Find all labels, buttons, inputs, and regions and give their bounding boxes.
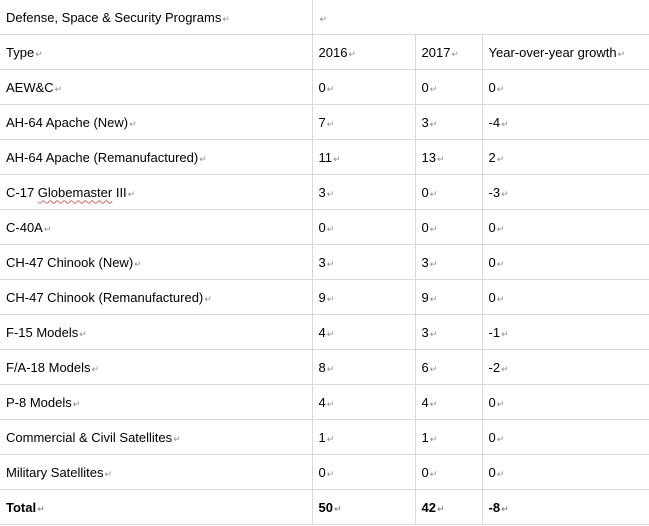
value-2016-cell[interactable]: 0↵ [312, 70, 415, 105]
paragraph-mark-icon: ↵ [79, 328, 87, 339]
table-row [0, 385, 649, 420]
paragraph-mark-icon: ↵ [326, 433, 335, 444]
paragraph-mark-icon: ↵ [199, 153, 207, 164]
paragraph-mark-icon: ↵ [326, 118, 335, 129]
paragraph-mark-icon: ↵ [333, 153, 341, 164]
growth-cell[interactable]: 0↵ [482, 455, 649, 490]
header-cell-2016[interactable]: 2016↵ [312, 35, 415, 70]
paragraph-mark-icon: ↵ [429, 258, 438, 269]
paragraph-mark-icon: ↵ [204, 293, 212, 304]
paragraph-mark-icon: ↵ [348, 48, 356, 59]
growth-cell[interactable]: 2↵ [482, 140, 649, 175]
table-title: Defense, Space & Security Programs [6, 9, 222, 25]
spellcheck-flagged-word[interactable]: Globemaster [37, 184, 113, 200]
paragraph-mark-icon: ↵ [326, 258, 335, 269]
paragraph-mark-icon: ↵ [129, 118, 137, 129]
paragraph-mark-icon: ↵ [496, 83, 505, 94]
total-2017-cell[interactable]: 42↵ [415, 490, 482, 525]
type-cell[interactable]: AH-64 Apache (New)↵ [0, 105, 312, 140]
paragraph-mark-icon: ↵ [429, 468, 438, 479]
total-row [0, 490, 649, 525]
paragraph-mark-icon: ↵ [501, 363, 509, 374]
paragraph-mark-icon: ↵ [326, 83, 335, 94]
value-2016-cell[interactable]: 4↵ [312, 385, 415, 420]
paragraph-mark-icon: ↵ [326, 468, 335, 479]
title-row [0, 0, 649, 35]
header-cell-growth[interactable]: Year-over-year growth↵ [482, 35, 649, 70]
growth-cell[interactable]: 0↵ [482, 385, 649, 420]
growth-cell[interactable]: 0↵ [482, 280, 649, 315]
growth-cell[interactable]: -1↵ [482, 315, 649, 350]
table-row [0, 245, 649, 280]
value-2016-cell[interactable]: 4↵ [312, 315, 415, 350]
paragraph-mark-icon: ↵ [35, 48, 43, 59]
growth-cell[interactable]: -3↵ [482, 175, 649, 210]
paragraph-mark-icon: ↵ [429, 433, 438, 444]
value-2017-cell[interactable]: 4↵ [415, 385, 482, 420]
growth-cell[interactable]: 0↵ [482, 70, 649, 105]
table-row [0, 105, 649, 140]
paragraph-mark-icon: ↵ [326, 188, 335, 199]
value-2016-cell[interactable]: 0↵ [312, 455, 415, 490]
value-2017-cell[interactable]: 0↵ [415, 70, 482, 105]
table-row [0, 210, 649, 245]
type-cell[interactable]: CH-47 Chinook (New)↵ [0, 245, 312, 280]
paragraph-mark-icon: ↵ [496, 153, 505, 164]
type-cell[interactable]: Military Satellites↵ [0, 455, 312, 490]
paragraph-mark-icon: ↵ [429, 398, 438, 409]
paragraph-mark-icon: ↵ [617, 48, 626, 59]
paragraph-mark-icon: ↵ [173, 433, 181, 444]
paragraph-mark-icon: ↵ [496, 293, 505, 304]
paragraph-mark-icon: ↵ [496, 398, 505, 409]
value-2017-cell[interactable]: 3↵ [415, 315, 482, 350]
growth-cell[interactable]: 0↵ [482, 245, 649, 280]
paragraph-mark-icon: ↵ [501, 503, 509, 514]
paragraph-mark-icon: ↵ [429, 328, 438, 339]
paragraph-mark-icon: ↵ [326, 363, 335, 374]
value-2016-cell[interactable]: 7↵ [312, 105, 415, 140]
table-row [0, 175, 649, 210]
value-2017-cell[interactable]: 1↵ [415, 420, 482, 455]
value-2016-cell[interactable]: 3↵ [312, 175, 415, 210]
value-2017-cell[interactable]: 9↵ [415, 280, 482, 315]
paragraph-mark-icon: ↵ [72, 398, 81, 409]
paragraph-mark-icon: ↵ [319, 13, 328, 24]
paragraph-mark-icon: ↵ [134, 258, 142, 269]
value-2016-cell[interactable]: 0↵ [312, 210, 415, 245]
type-cell[interactable]: F/A-18 Models↵ [0, 350, 312, 385]
table-row [0, 455, 649, 490]
header-cell-2017[interactable]: 2017↵ [415, 35, 482, 70]
title-merged-cell[interactable] [312, 0, 649, 35]
paragraph-mark-icon: ↵ [326, 328, 335, 339]
value-2017-cell[interactable]: 3↵ [415, 105, 482, 140]
paragraph-mark-icon: ↵ [429, 223, 438, 234]
growth-cell[interactable]: -2↵ [482, 350, 649, 385]
value-2016-cell[interactable]: 11↵ [312, 140, 415, 175]
paragraph-mark-icon: ↵ [501, 118, 509, 129]
value-2016-cell[interactable]: 1↵ [312, 420, 415, 455]
type-cell[interactable]: C-17 Globemaster III↵ [0, 175, 312, 210]
table-row [0, 315, 649, 350]
paragraph-mark-icon: ↵ [54, 83, 63, 94]
header-cell-type[interactable]: Type↵ [0, 35, 312, 70]
paragraph-mark-icon: ↵ [496, 433, 505, 444]
value-2017-cell[interactable]: 3↵ [415, 245, 482, 280]
paragraph-mark-icon: ↵ [37, 503, 45, 514]
paragraph-mark-icon: ↵ [222, 13, 230, 24]
paragraph-mark-icon: ↵ [436, 153, 445, 164]
paragraph-mark-icon: ↵ [496, 258, 505, 269]
paragraph-mark-icon: ↵ [326, 293, 335, 304]
paragraph-mark-icon: ↵ [43, 223, 52, 234]
paragraph-mark-icon: ↵ [127, 188, 136, 199]
paragraph-mark-icon: ↵ [104, 468, 113, 479]
paragraph-mark-icon: ↵ [451, 48, 459, 59]
type-cell[interactable]: AH-64 Apache (Remanufactured)↵ [0, 140, 312, 175]
paragraph-mark-icon: ↵ [429, 363, 438, 374]
value-2017-cell[interactable]: 0↵ [415, 455, 482, 490]
value-2017-cell[interactable]: 13↵ [415, 140, 482, 175]
type-cell[interactable]: Commercial & Civil Satellites↵ [0, 420, 312, 455]
value-2016-cell[interactable]: 3↵ [312, 245, 415, 280]
paragraph-mark-icon: ↵ [429, 188, 438, 199]
paragraph-mark-icon: ↵ [501, 188, 509, 199]
type-cell[interactable]: C-40A↵ [0, 210, 312, 245]
value-2017-cell[interactable]: 6↵ [415, 350, 482, 385]
paragraph-mark-icon: ↵ [496, 468, 505, 479]
type-cell[interactable]: CH-47 Chinook (Remanufactured)↵ [0, 280, 312, 315]
type-cell[interactable]: AEW&C↵ [0, 70, 312, 105]
paragraph-mark-icon: ↵ [429, 83, 438, 94]
paragraph-mark-icon: ↵ [436, 503, 445, 514]
growth-cell[interactable]: 0↵ [482, 420, 649, 455]
value-2017-cell[interactable]: 0↵ [415, 175, 482, 210]
table-row [0, 70, 649, 105]
paragraph-mark-icon: ↵ [496, 223, 505, 234]
total-growth-cell[interactable]: -8↵ [482, 490, 649, 525]
type-cell[interactable]: F-15 Models↵ [0, 315, 312, 350]
paragraph-mark-icon: ↵ [429, 293, 438, 304]
paragraph-mark-icon: ↵ [429, 118, 438, 129]
growth-cell[interactable]: 0↵ [482, 210, 649, 245]
paragraph-mark-icon: ↵ [91, 363, 100, 374]
header-row [0, 35, 649, 70]
value-2016-cell[interactable]: 8↵ [312, 350, 415, 385]
paragraph-mark-icon: ↵ [326, 398, 335, 409]
type-cell[interactable]: P-8 Models↵ [0, 385, 312, 420]
table-title-cell[interactable] [0, 0, 312, 35]
paragraph-mark-icon: ↵ [501, 328, 509, 339]
table-row [0, 140, 649, 175]
total-2016-cell[interactable]: 50↵ [312, 490, 415, 525]
table-row [0, 280, 649, 315]
value-2016-cell[interactable]: 9↵ [312, 280, 415, 315]
table-row [0, 420, 649, 455]
total-label-cell[interactable]: Total↵ [0, 490, 312, 525]
paragraph-mark-icon: ↵ [333, 503, 342, 514]
paragraph-mark-icon: ↵ [326, 223, 335, 234]
growth-cell[interactable]: -4↵ [482, 105, 649, 140]
value-2017-cell[interactable]: 0↵ [415, 210, 482, 245]
table-row [0, 350, 649, 385]
